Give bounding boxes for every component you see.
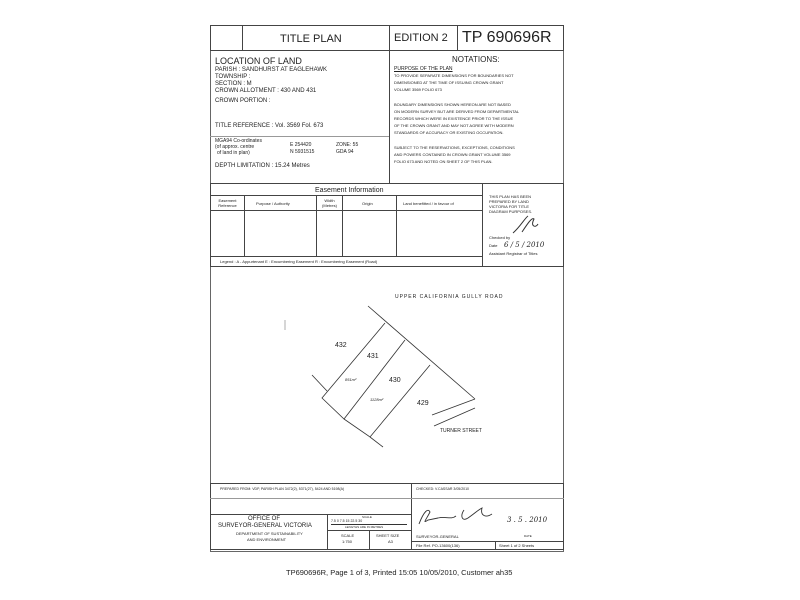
print-footer: TP690696R, Page 1 of 3, Printed 15:05 10/05/2010, Customer ah35 (286, 568, 513, 577)
divider (210, 210, 483, 211)
office-name: SURVEYOR-GENERAL VICTORIA (218, 523, 312, 529)
lot-boundary (312, 375, 327, 391)
column-header: Land benefitted / in favour of (403, 201, 454, 206)
lot-label: 430 (389, 377, 401, 384)
certification-text: VICTORIA FOR TITLE (489, 204, 530, 209)
certification-role: Assistant Registrar of Titles (489, 251, 538, 256)
surveyor-signature (416, 506, 496, 528)
divider (327, 530, 411, 531)
title-reference: TITLE REFERENCE : Vol. 3569 Fol. 673 (215, 123, 324, 129)
certification-date: 6 / 5 / 2010 (504, 241, 545, 249)
divider (369, 530, 370, 550)
easting: E 254420 (290, 142, 312, 148)
department: AND ENVIRONMENT (247, 537, 287, 542)
date-label: DATE (524, 534, 532, 538)
column-header: Origin (362, 201, 373, 206)
date-label: Date (489, 243, 498, 248)
plan-number: TP 690696R (462, 29, 552, 46)
column-header: Easement Reference (218, 198, 237, 208)
notation-line: DIMENSIONED AT THE TIME OF ISSUING CROWN GRANT (394, 80, 504, 85)
mga-label: (of approx. centre (215, 144, 255, 150)
lot-boundary (370, 437, 383, 447)
road-boundary (368, 306, 475, 399)
township: TOWNSHIP : (215, 74, 251, 80)
lot-431-boundary (322, 323, 405, 419)
easement-heading: Easement Information (315, 187, 384, 194)
prepared-from: PREPARED FROM: VDP, PARISH PLAN 3472(2), 5371(27), 5424 AND 5198(A) (220, 487, 345, 491)
column-header: Purpose / Authority (256, 201, 290, 206)
notation-line: TO PROVIDE SEPARATE DIMENSIONS FOR BOUNDARIES NOT (394, 73, 514, 78)
notation-line: AND POWERS CONTAINED IN CROWN GRANT VOLUME 3569 (394, 152, 511, 157)
depth-limitation: DEPTH LIMITATION : 15.24 Metres (215, 163, 310, 169)
purpose-heading: PURPOSE OF THE PLAN (394, 66, 453, 72)
divider (210, 195, 483, 196)
lot-label: 429 (417, 400, 429, 407)
scale-bar-ticks: 7.5 0 7.5 15 22.5 30 (331, 519, 363, 523)
location-heading: LOCATION OF LAND (215, 56, 302, 66)
lot-label: 432 (335, 342, 347, 349)
divider (389, 25, 390, 183)
area-label: 1128m² (370, 397, 384, 402)
scale-label: SCALE (341, 533, 355, 538)
road-label: UPPER CALIFORNIA GULLY ROAD (395, 294, 504, 300)
divider (327, 514, 328, 550)
divider (242, 25, 243, 51)
notation-line: SUBJECT TO THE RESERVATIONS, EXCEPTIONS, CONDITIONS (394, 145, 515, 150)
scale-bar-label: SCALE (362, 515, 372, 519)
section: SECTION : M (215, 81, 252, 87)
divider (244, 195, 245, 256)
document-title: TITLE PLAN (280, 33, 342, 45)
notations-heading: NOTATIONS: (452, 55, 500, 64)
surveyor-label: SURVEYOR-GENERAL (416, 534, 459, 539)
divider (396, 195, 397, 256)
checked-note: CHECKED: V.CASSAR 3/05/2010 (416, 487, 469, 491)
sheet-size-value: A3 (388, 539, 393, 544)
certification-text: THIS PLAN HAS BEEN (489, 194, 532, 199)
divider (210, 256, 483, 257)
plan-diagram (210, 267, 564, 480)
datum: GDA 94 (336, 149, 354, 155)
parish: PARISH : SANDHURST AT EAGLEHAWK (215, 67, 328, 73)
divider (210, 514, 411, 515)
notation-line: RECORDS WHICH WERE IN EXISTENCE PRIOR TO THE ISSUE (394, 116, 514, 121)
northing: N 5931515 (290, 149, 315, 155)
divider (210, 136, 389, 137)
divider (342, 195, 343, 256)
mga-label: of land in plan) (217, 150, 250, 156)
area-label: 851m² (345, 377, 357, 382)
notation-line: VOLUME 3569 FOLIO 673 (394, 87, 442, 92)
divider (411, 541, 564, 542)
easement-legend: Legend : A - Appurtenant E : Encumbering Easement R : Encumbering Easement (Road) (220, 259, 378, 264)
crown-portion: CROWN PORTION : (215, 98, 271, 104)
divider (210, 498, 564, 499)
street-boundary (434, 408, 475, 426)
road-label: TURNER STREET (440, 428, 482, 434)
notation-line: ON MODERN SURVEY BUT ARE DERIVED FROM DEPARTMENTAL (394, 109, 520, 114)
department: DEPARTMENT OF SUSTAINABILITY (236, 531, 303, 536)
edition: EDITION 2 (394, 32, 448, 44)
notation-line: FOLIO 673 AND NOTED ON SHEET 2 OF THIS PLAN. (394, 159, 493, 164)
sheet-count: Sheet 1 of 2 Sheets (499, 543, 535, 548)
divider (316, 195, 317, 256)
certification-text: PREPARED BY LAND (489, 199, 529, 204)
checked-by-label: Checked by (489, 235, 511, 240)
divider (495, 541, 496, 550)
scale-value: 1:750 (342, 539, 353, 544)
certification-text: DIAGRAM PURPOSES. (489, 209, 533, 214)
notation-line: STANDARDS OF ACCURACY OR EXISTING OCCUPATION. (394, 130, 504, 135)
lot-label: 431 (367, 353, 379, 360)
zone: ZONE: 55 (336, 142, 359, 148)
divider (457, 25, 458, 51)
divider (411, 483, 412, 550)
notation-line: BOUNDARY DIMENSIONS SHOWN HEREON ARE NOT BASED (394, 102, 511, 107)
notation-line: OF THE CROWN GRANT AND MAY NOT AGREE WITH MODERN (394, 123, 514, 128)
lengths-note: LENGTHS ARE IN METRES (345, 525, 384, 529)
office-name: OFFICE OF (248, 516, 280, 522)
sheet-size-label: SHEET SIZE (376, 533, 400, 538)
mga-label: MGA94 Co-ordinates (215, 138, 262, 144)
column-header: Width (Metres) (322, 198, 337, 208)
road-boundary (432, 399, 475, 415)
checker-signature (510, 213, 540, 235)
crown-allotment: CROWN ALLOTMENT : 430 AND 431 (215, 88, 317, 94)
signature-date: 3 . 5 . 2010 (507, 516, 548, 524)
file-reference: File Ref. PO-13600(136) (416, 543, 460, 548)
